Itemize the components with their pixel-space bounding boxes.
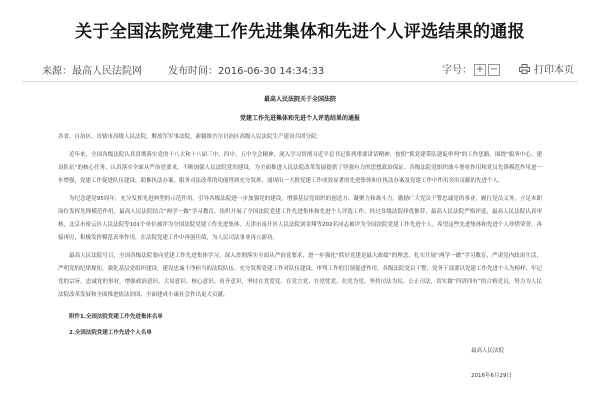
meta-bar (22, 57, 578, 79)
subject-heading: 党建工作先进集体和先进个人评选结果的通报 (239, 115, 360, 122)
font-size-control (442, 61, 500, 76)
header-divider (22, 81, 578, 82)
font-increase-button[interactable]: + (475, 64, 485, 75)
paragraph-3: 最高人民法院号召，全国各级法院要向党建工作先进集体学习，深入贯彻落实全面从严治党要求，进一步强化“抓好党建是最大政绩”的理念，扎实开展“两学一做”学习教育，严肃党内政治生活，严明党的纪律规矩，强化基层党组织建设，建设忠诚干净担当的法院队伍。充分发挥党建工作对队伍建设、审判工作的引领促进作用。各级法院党员干警，党务干部要以党建工作先进个人为榜样，牢记党的宗旨，忠诚党的事业，增强政治意识、大局意识、核心意识、看齐意识，坚持在党爱党、在党言党、在党忧党、在党为党，坚持司法为民、公正司法，切实做“四讲四有”的合格党员，努力为人民法院改革发展和全面推进依法治国、全面建成小康社会作出更大贡献。 (58, 253, 543, 298)
attachment-2: 2.全国法院党建工作先进个人名单 (69, 330, 152, 336)
print-button[interactable] (519, 61, 574, 77)
page-title: 关于全国法院党建工作先进集体和先进个人评选结果的通报 (75, 22, 525, 42)
print-label: 打印本页 (534, 65, 574, 76)
printer-icon (519, 64, 530, 77)
article-body (58, 93, 542, 383)
source-label: 来源：最高人民法院网 (42, 66, 142, 77)
issuer-heading: 最高人民法院关于全国法院 (263, 96, 336, 103)
publish-time: 发布时间：2016-06-30 14:34:33 (168, 66, 325, 77)
meta-info (42, 62, 324, 77)
document-date: 2016年6月29日 (471, 373, 512, 379)
paragraph-1: 近年来，全国各级法院认真贯彻落实党的十八大和十八届三中、四中、五中全会精神，深入学习贯彻习近平总书记系列重要讲话精神，按照“抓党建带队建促审判”的工作思路，围绕“服务中心、建设队伍”的核心任务，认真落实全面从严治党要求，不断加强人民法院党的建设，为全面推进人民法院改革发展提供了坚强有力的思想政治保证。各级法院党组织战斗堡垒作用和党员先锋模范作用进一步增强，党建工作促进队伍建设、助推执法办案、服务司法改革的功能得到充分发挥，涌现出一大批党建工作成效显著的先进集体和在执法办案及党建工作中作出突出贡献的先进个人。 (58, 152, 542, 184)
font-decrease-button[interactable]: − (489, 64, 499, 75)
addressees: 各省、自治区、直辖市高级人民法院，解放军军事法院，新疆维吾尔自治区高级人民法院生产建设兵团分院： (58, 134, 323, 140)
paragraph-2: 为纪念建党95周年，充分发挥先进典型的示范作用，引导各级法院进一步加强党的建设，增强基层党组织的创造力、凝聚力和战斗力，激励广大党员干警忠诚党的事业，履行党员义务，立足本职岗位发挥先锋模范作用，最高人民法院结合“两学一做”学习教育，组织开展了全国法院党建工作先进集体和先进个人评选工作。经过各级法院择优推荐，最高人民法院严格评选，最高人民法院认真审核，北京市密云区人民法院等101个单位被评为全国法院党建工作先进集体，天津市南开区人民法院刘金翔等202名同志被评为全国法院党建工作先进个人。希望这些先进集体和先进个人珍惜荣誉，再接再厉，积极发挥模范表率作用，在法院党建工作中再创佳绩，为人民司法事业再立新功。 (58, 196, 542, 241)
signature: 最高人民法院 (470, 348, 504, 354)
font-size-label: 字号： (442, 65, 472, 76)
attachment-1: 附件1.全国法院党建工作先进集体名单 (69, 314, 163, 320)
